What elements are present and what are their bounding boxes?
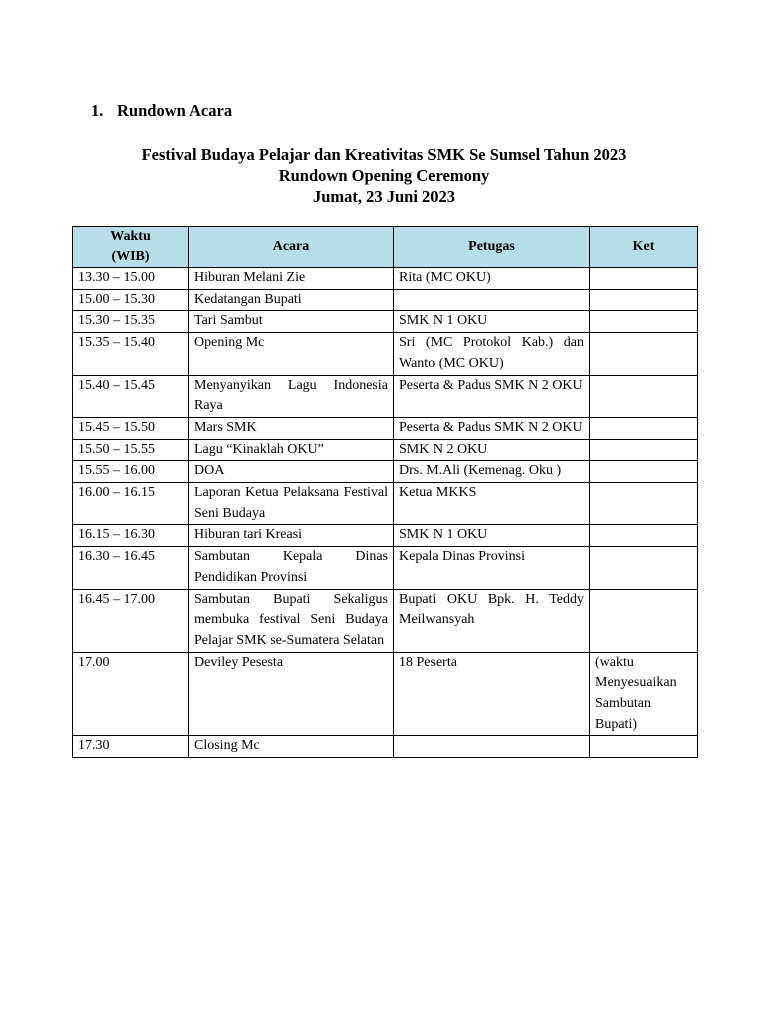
table-row <box>73 736 698 758</box>
cell-acara: Hiburan Melani Zie <box>189 268 394 290</box>
column-header-acara: Acara <box>189 227 394 268</box>
cell-petugas: SMK N 2 OKU <box>394 439 590 461</box>
table-row <box>73 289 698 311</box>
cell-acara: Kedatangan Bupati <box>189 289 394 311</box>
cell-ket <box>590 333 698 375</box>
cell-ket: (waktu Menyesuaikan Sambutan Bupati) <box>590 652 698 736</box>
cell-acara: Sambutan Bupati Sekaligus membuka festival Seni Budaya Pelajar SMK se-Sumatera Selatan <box>189 589 394 652</box>
cell-petugas: 18 Peserta <box>394 652 590 736</box>
table-row <box>73 525 698 547</box>
cell-acara: Lagu “Kinaklah OKU” <box>189 439 394 461</box>
event-title: Festival Budaya Pelajar dan Kreativitas SMK Se Sumsel Tahun 2023 <box>141 145 627 164</box>
table-row <box>73 268 698 290</box>
section-heading-text: Rundown Acara <box>117 101 233 120</box>
table-row <box>73 547 698 589</box>
cell-waktu: 16.15 – 16.30 <box>73 525 189 547</box>
cell-acara: Sambutan Kepala Dinas Pendidikan Provinsi <box>189 547 394 589</box>
cell-waktu: 15.35 – 15.40 <box>73 333 189 375</box>
rundown-table <box>72 226 698 758</box>
cell-waktu: 17.30 <box>73 736 189 758</box>
section-heading <box>91 101 232 121</box>
cell-acara: Mars SMK <box>189 417 394 439</box>
table-row <box>73 461 698 483</box>
cell-acara: Laporan Ketua Pelaksana Festival Seni Budaya <box>189 483 394 525</box>
cell-acara: Menyanyikan Lagu Indonesia Raya <box>189 375 394 417</box>
table-row <box>73 311 698 333</box>
cell-ket <box>590 311 698 333</box>
cell-petugas <box>394 736 590 758</box>
document-titles <box>0 144 768 207</box>
table-row <box>73 375 698 417</box>
cell-petugas: Ketua MKKS <box>394 483 590 525</box>
cell-acara: DOA <box>189 461 394 483</box>
cell-waktu: 17.00 <box>73 652 189 736</box>
cell-ket <box>590 375 698 417</box>
table-row <box>73 483 698 525</box>
cell-petugas: SMK N 1 OKU <box>394 311 590 333</box>
cell-waktu: 15.50 – 15.55 <box>73 439 189 461</box>
cell-petugas: Peserta & Padus SMK N 2 OKU <box>394 375 590 417</box>
column-header-waktu: Waktu (WIB) <box>73 227 189 268</box>
cell-ket <box>590 736 698 758</box>
cell-petugas: Drs. M.Ali (Kemenag. Oku ) <box>394 461 590 483</box>
cell-waktu: 15.30 – 15.35 <box>73 311 189 333</box>
cell-waktu: 16.45 – 17.00 <box>73 589 189 652</box>
cell-ket <box>590 547 698 589</box>
cell-waktu: 15.40 – 15.45 <box>73 375 189 417</box>
cell-ket <box>590 483 698 525</box>
cell-waktu: 15.45 – 15.50 <box>73 417 189 439</box>
table-row <box>73 652 698 736</box>
cell-acara: Tari Sambut <box>189 311 394 333</box>
cell-petugas: Rita (MC OKU) <box>394 268 590 290</box>
table-row <box>73 439 698 461</box>
cell-petugas: Kepala Dinas Provinsi <box>394 547 590 589</box>
table-row <box>73 417 698 439</box>
cell-acara: Closing Mc <box>189 736 394 758</box>
cell-ket <box>590 589 698 652</box>
cell-waktu: 16.30 – 16.45 <box>73 547 189 589</box>
cell-ket <box>590 268 698 290</box>
cell-ket <box>590 525 698 547</box>
cell-petugas: Sri (MC Protokol Kab.) dan Wanto (MC OKU) <box>394 333 590 375</box>
cell-waktu: 15.55 – 16.00 <box>73 461 189 483</box>
table-row <box>73 589 698 652</box>
cell-acara: Deviley Pesesta <box>189 652 394 736</box>
column-header-ket: Ket <box>590 227 698 268</box>
table-row <box>73 333 698 375</box>
cell-ket <box>590 289 698 311</box>
cell-petugas: SMK N 1 OKU <box>394 525 590 547</box>
cell-petugas: Peserta & Padus SMK N 2 OKU <box>394 417 590 439</box>
cell-ket <box>590 461 698 483</box>
cell-waktu: 15.00 – 15.30 <box>73 289 189 311</box>
cell-ket <box>590 417 698 439</box>
cell-petugas <box>394 289 590 311</box>
cell-acara: Opening Mc <box>189 333 394 375</box>
event-date: Jumat, 23 Juni 2023 <box>312 187 456 206</box>
table-header-row <box>73 227 698 268</box>
rundown-title: Rundown Opening Ceremony <box>278 166 490 185</box>
section-number: 1. <box>91 101 104 120</box>
column-header-petugas: Petugas <box>394 227 590 268</box>
cell-ket <box>590 439 698 461</box>
cell-waktu: 13.30 – 15.00 <box>73 268 189 290</box>
cell-acara: Hiburan tari Kreasi <box>189 525 394 547</box>
cell-petugas: Bupati OKU Bpk. H. Teddy Meilwansyah <box>394 589 590 652</box>
cell-waktu: 16.00 – 16.15 <box>73 483 189 525</box>
